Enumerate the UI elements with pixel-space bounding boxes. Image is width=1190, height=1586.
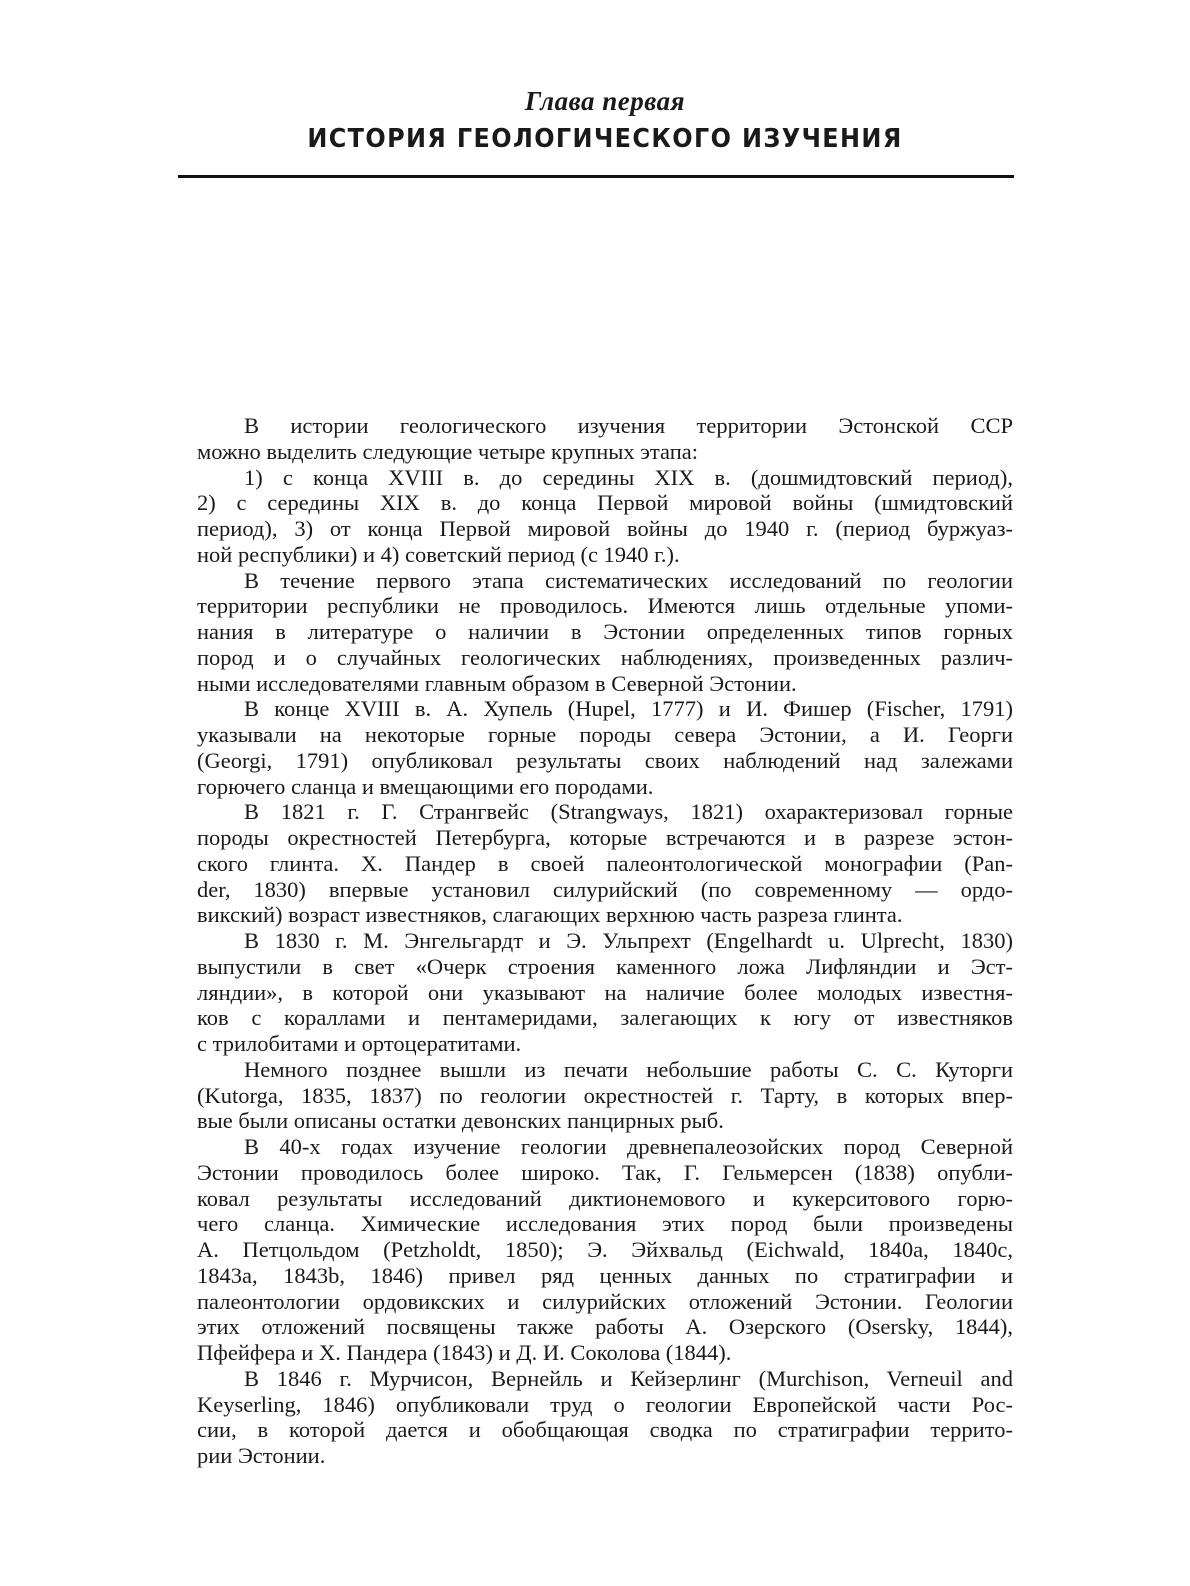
text-line: В 1830 г. М. Энгельгардт и Э. Ульпрехт (Engelhardt u. Ulprecht, 1830) (244, 928, 1013, 953)
text-line: ского глинта. Х. Пандер в своей палеонтологической монографии (Pan- (197, 850, 1013, 876)
text-line: (Kutorga, 1835, 1837) по геологии окрестностей г. Тарту, в которых впер- (197, 1082, 1013, 1108)
title-rule-divider (178, 175, 1014, 178)
paragraph (197, 696, 1013, 799)
text-line: ков с кораллами и пентамеридами, залегающих к югу от известняков (197, 1005, 1013, 1031)
text-line: Эстонии проводилось более широко. Так, Г. Гельмерсен (1838) опубли- (197, 1159, 1013, 1185)
text-line: 1843a, 1843b, 1846) привел ряд ценных данных по стратиграфии и (197, 1262, 1013, 1288)
paragraph (197, 1057, 1013, 1134)
paragraph (197, 928, 1013, 1057)
paragraph (197, 1366, 1013, 1469)
text-line: период), 3) от конца Первой мировой войны до 1940 г. (период буржуаз- (197, 516, 1013, 541)
text-line: ковал результаты исследований диктионемового и кукерситового горю- (197, 1185, 1013, 1211)
text-line: ными исследователями главным образом в Северной Эстонии. (197, 670, 797, 696)
text-line: 2) с середины XIX в. до конца Первой мировой войны (шмидтовский (197, 490, 1013, 516)
text-line: можно выделить следующие четыре крупных этапа: (197, 438, 698, 464)
text-line: палеонтологии ордовикских и силурийских отложений Эстонии. Геологии (197, 1288, 1013, 1314)
text-line: указывали на некоторые горные породы севера Эстонии, а И. Георги (197, 722, 1013, 747)
text-line: (Georgi, 1791) опубликовал результаты своих наблюдений над залежами (197, 747, 1013, 773)
body-text (197, 413, 1013, 1469)
text-line: чего сланца. Химические исследования этих пород были произведены (197, 1211, 1013, 1237)
text-line: А. Петцольдом (Petzholdt, 1850); Э. Эйхвальд (Eichwald, 1840a, 1840c, (197, 1237, 1013, 1262)
text-line: горючего сланца и вмещающими его породами. (197, 773, 654, 799)
text-line: ной республики) и 4) советский период (с 1940 г.). (197, 541, 680, 567)
text-line: В 1846 г. Мурчисон, Вернейль и Кейзерлинг (Murchison, Verneuil and (244, 1365, 1013, 1391)
text-line: В 1821 г. Г. Странгвейс (Strangways, 1821) охарактеризовал горные (244, 799, 1013, 825)
text-line: вые были описаны остатки девонских панцирных рыб. (197, 1108, 724, 1134)
text-line: рии Эстонии. (197, 1443, 326, 1468)
paragraph (197, 413, 1013, 465)
paragraph (197, 1134, 1013, 1366)
text-line: викский) возраст известняков, слагающих верхнюю часть разреза глинта. (197, 902, 903, 928)
text-line: В конце XVIII в. А. Хупель (Hupel, 1777) и И. Фишер (Fischer, 1791) (244, 696, 1013, 722)
text-line: 1) с конца XVIII в. до середины XIX в. (дошмидтовский период), (244, 464, 1013, 490)
text-line: В 40-х годах изучение геологии древнепалеозойских пород Северной (244, 1134, 1013, 1159)
text-line: пород и о случайных геологических наблюдениях, произведенных различ- (197, 644, 1013, 670)
text-line: В истории геологического изучения территории Эстонской ССР (244, 413, 1013, 438)
paragraph (197, 799, 1013, 928)
text-line: породы окрестностей Петербурга, которые встречаются и в разрезе эстон- (197, 825, 1013, 850)
text-line: der, 1830) впервые установил силурийский (по современному — ордо- (197, 876, 1013, 902)
text-line: ляндии», в которой они указывают на наличие более молодых известня- (197, 979, 1013, 1005)
text-line: Немного позднее вышли из печати небольшие работы С. С. Куторги (244, 1056, 1013, 1082)
paragraph (197, 465, 1013, 568)
text-line: выпустили в свет «Очерк строения каменного ложа Лифляндии и Эст- (197, 953, 1013, 979)
text-line: территории республики не проводилось. Имеются лишь отдельные упоми- (197, 593, 1013, 619)
text-line: В течение первого этапа систематических исследований по геологии (244, 567, 1013, 593)
text-line: Пфейфера и Х. Пандера (1843) и Д. И. Соколова (1844). (197, 1340, 732, 1365)
text-line: сии, в которой дается и обобщающая сводка по стратиграфии террито- (197, 1417, 1013, 1443)
chapter-title: ИСТОРИЯ ГЕОЛОГИЧЕСКОГО ИЗУЧЕНИЯ (307, 124, 903, 154)
paragraph (197, 568, 1013, 697)
text-line: с трилобитами и ортоцератитами. (197, 1031, 522, 1056)
text-line: Keyserling, 1846) опубликовали труд о геологии Европейской части Рос- (197, 1391, 1013, 1417)
text-line: нания в литературе о наличии в Эстонии определенных типов горных (197, 619, 1013, 644)
text-line: этих отложений посвящены также работы А. Озерского (Osersky, 1844), (197, 1314, 1013, 1340)
chapter-label: Глава первая (524, 86, 686, 116)
